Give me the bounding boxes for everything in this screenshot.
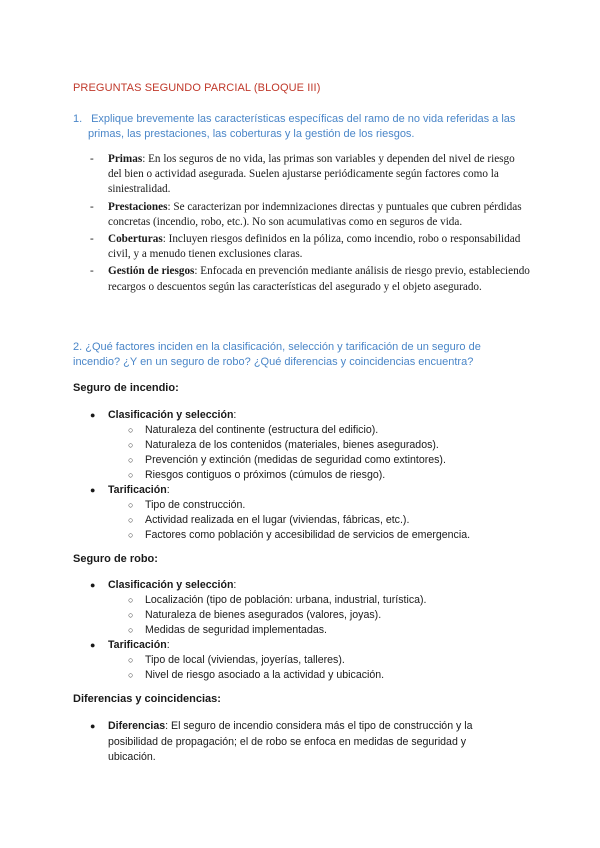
sub-bullet-marker: ○: [128, 440, 134, 450]
incendio-list: [90, 408, 530, 543]
sub-bullet-marker: ○: [128, 455, 134, 465]
answer-1-list: [90, 152, 530, 297]
answer-1-item-primas: - Primas: En los seguros de no vida, las primas son variables y dependen del nivel de riesgo del bien o actividad asegurada. Suelen ajustarse periódicamente según factores como la siniestralidad.: [90, 153, 515, 196]
question-2-line-2: incendio? ¿Y en un seguro de robo? ¿Qué diferencias y coincidencias encuentra?: [73, 356, 474, 368]
sub-bullet-marker: ○: [128, 595, 134, 605]
list-item: ○ Localización (tipo de población: urbana, industrial, turística).: [128, 594, 427, 606]
dash-marker: -: [90, 265, 94, 278]
list-item: ○ Nivel de riesgo asociado a la actividad y ubicación.: [128, 669, 385, 681]
answer-1-item-coberturas: - Coberturas: Incluyen riesgos definidos en la póliza, como incendio, robo o responsabilidad civil, y a menudo tienen exclusiones claras.: [90, 233, 521, 261]
sub-bullet-marker: ○: [128, 625, 134, 635]
robo-group-tarificacion: ● Tarificación: ○ Tipo de local (viviendas, joyerías, talleres). ○ Nivel de riesgo asociado a la actividad y ubicación.: [90, 638, 530, 683]
incendio-tarificacion-sublist: [108, 498, 530, 543]
question-2-line-1: 2. ¿Qué factores inciden en la clasificación, selección y tarificación de un seguro de: [73, 341, 481, 353]
list-item: ○ Naturaleza de los contenidos (materiales, bienes asegurados).: [128, 439, 439, 451]
robo-list: [90, 578, 530, 683]
question-1-number: 1.: [73, 113, 83, 125]
incendio-clasificacion-sublist: [108, 423, 530, 483]
list-item: ○ Factores como población y accesibilidad de servicios de emergencia.: [128, 529, 471, 541]
dash-marker: -: [90, 233, 94, 246]
sub-bullet-marker: ○: [128, 670, 134, 680]
document-title: PREGUNTAS SEGUNDO PARCIAL (BLOQUE III): [73, 82, 321, 94]
sub-bullet-marker: ○: [128, 425, 134, 435]
heading-seguro-incendio: Seguro de incendio:: [73, 382, 179, 394]
bullet-marker: ●: [90, 721, 96, 731]
sub-bullet-marker: ○: [128, 610, 134, 620]
list-item: ○ Naturaleza del continente (estructura del edificio).: [128, 424, 379, 436]
bullet-marker: ●: [90, 640, 96, 650]
list-item: ○ Riesgos contiguos o próximos (cúmulos de riesgo).: [128, 469, 386, 481]
heading-seguro-robo: Seguro de robo:: [73, 553, 158, 565]
sub-bullet-marker: ○: [128, 500, 134, 510]
bullet-marker: ●: [90, 485, 96, 495]
sub-bullet-marker: ○: [128, 530, 134, 540]
list-item: ○ Prevención y extinción (medidas de seguridad como extintores).: [128, 454, 446, 466]
robo-tarificacion-sublist: [108, 653, 530, 683]
dash-marker: -: [90, 153, 94, 165]
sub-bullet-marker: ○: [128, 655, 134, 665]
bullet-marker: ●: [90, 580, 96, 590]
question-1-line-1: 1. Explique brevemente las características específicas del ramo de no vida referidas a las: [73, 113, 516, 125]
answer-1-item-prestaciones: - Prestaciones: Se caracterizan por indemnizaciones directas y puntuales que cubren pérdidas concretas (incendio, robo, etc.). No son acumulativas como en seguros de vida.: [90, 200, 522, 228]
diferencias-text: : El seguro de incendio considera más el tipo de construcción y la posibilidad de propagación; el de robo se enfoca en medidas de seguridad y ubicación.: [108, 720, 473, 763]
dash-marker: -: [90, 200, 94, 213]
list-item: ○ Tipo de local (viviendas, joyerías, talleres).: [128, 654, 345, 666]
question-1-line-2: primas, las prestaciones, las coberturas y la gestión de los riesgos.: [88, 128, 415, 140]
robo-clasificacion-sublist: [108, 593, 530, 638]
bullet-marker: ●: [90, 410, 96, 420]
sub-bullet-marker: ○: [128, 470, 134, 480]
question-2: [73, 340, 533, 370]
sub-bullet-marker: ○: [128, 515, 134, 525]
incendio-group-clasificacion: ● Clasificación y selección: ○ Naturaleza del continente (estructura del edificio). ○ Naturaleza de los contenidos (materiales, bienes asegurados). ○ Prevención y extinción (medidas de seguridad como extintores). ○ Riesgos contiguos o próximos (cúmulos de riesgo).: [90, 408, 530, 483]
diferencias-item: [90, 719, 510, 766]
diferencias-label: Diferencias: [108, 720, 166, 732]
robo-group-clasificacion: ● Clasificación y selección: ○ Localización (tipo de población: urbana, industrial, turística). ○ Naturaleza de bienes asegurados (valores, joyas). ○ Medidas de seguridad implementadas.: [90, 578, 530, 638]
list-item: ○ Naturaleza de bienes asegurados (valores, joyas).: [128, 609, 382, 621]
incendio-group-tarificacion: ● Tarificación: ○ Tipo de construcción. ○ Actividad realizada en el lugar (viviendas, fábricas, etc.). ○ Factores como población y accesibilidad de servicios de emergencia.: [90, 483, 530, 543]
list-item: ○ Medidas de seguridad implementadas.: [128, 624, 327, 636]
list-item: ○ Actividad realizada en el lugar (viviendas, fábricas, etc.).: [128, 514, 410, 526]
list-item: ○ Tipo de construcción.: [128, 499, 246, 511]
question-1: [73, 112, 533, 142]
heading-diferencias: Diferencias y coincidencias:: [73, 693, 221, 705]
answer-1-item-gestion: - Gestión de riesgos: Enfocada en prevención mediante análisis de riesgo previo, estableciendo recargos o descuentos según las características del asegurado y el objeto asegurado.: [90, 265, 530, 293]
